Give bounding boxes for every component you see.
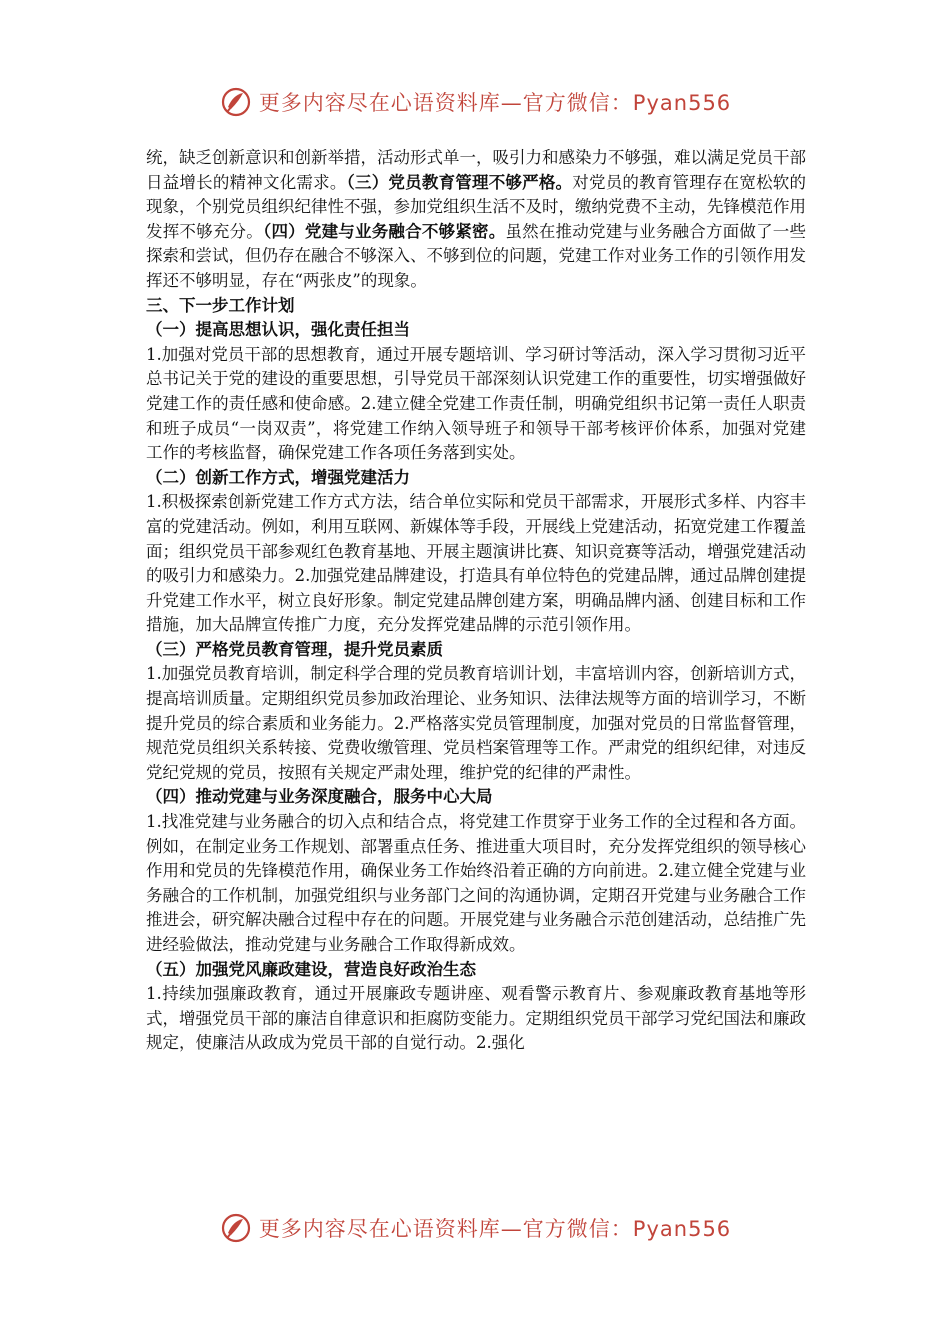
subsection-body-4: 1.找准党建与业务融合的切入点和结合点，将党建工作贯穿于业务工作的全过程和各方面。例如，在制定业务工作规划、部署重点任务、推进重大项目时，充分发挥党组织的领导核心作用和党员的先锋模范作用，确保业务工作始终沿着正确的方向前进。2.建立健全党建与业务融合的工作机制，加强党组织与业务部门之间的沟通协调，定期召开党建与业务融合工作推进会，研究解决融合过程中存在的问题。开展党建与业务融合示范创建活动，总结推广先进经验做法，推动党建与业务融合工作取得新成效。 [146, 812, 806, 954]
section-title: 三、下一步工作计划 [146, 295, 295, 315]
continuation-paragraph [146, 146, 806, 294]
subsection-body-1: 1.加强对党员干部的思想教育，通过开展专题培训、学习研讨等活动，深入学习贯彻习近平总书记关于党的建设的重要思想，引导党员干部深刻认识党建工作的重要性，切实增强做好党建工作的责任感和使命感。2.建立健全党建工作责任制，明确党组织书记第一责任人职责和班子成员“一岗双责”，将党建工作纳入领导班子和领导干部考核评价体系，加强对党建工作的考核监督，确保党建工作各项任务落到实处。 [146, 344, 806, 463]
continuation-text-1: 统，缺乏创新意识和创新举措，活动形式单一，吸引力和感染力不够强，难以满足党员干部日益增长的精神文化需求。 [146, 148, 806, 192]
subsection-heading-2: （二）创新工作方式，增强党建活力 [146, 467, 410, 487]
subsection-body-5: 1.持续加强廉政教育，通过开展廉政专题讲座、观看警示教育片、参观廉政教育基地等形式，增强党员干部的廉洁自律意识和拒腐防变能力。定期组织党员干部学习党纪国法和廉政规定，使廉洁从政成为党员干部的自觉行动。2.强化 [146, 984, 806, 1053]
pen-logo-icon [219, 1211, 253, 1245]
banner-text: 更多内容尽在心语资料库—官方微信：Pyan556 [258, 91, 732, 115]
subsection-body-3: 1.加强党员教育培训，制定科学合理的党员教育培训计划，丰富培训内容，创新培训方式，提高培训质量。定期组织党员参加政治理论、业务知识、法律法规等方面的培训学习，不断提升党员的综合素质和业务能力。2.严格落实党员管理制度，加强对党员的日常监督管理，规范党员组织关系转接、党费收缴管理、党员档案管理等工作。严肃党的组织纪律，对违反党纪党规的党员，按照有关规定严肃处理，维护党的纪律的严肃性。 [146, 664, 806, 782]
header-banner [0, 82, 950, 122]
subsection-heading-3: （三）严格党员教育管理，提升党员素质 [146, 639, 443, 659]
subsection-heading-4: （四）推动党建与业务深度融合，服务中心大局 [146, 787, 493, 807]
pen-logo-icon [219, 85, 253, 119]
continuation-text-3: 虽然在推动党建与业务融合方面做了一些探索和尝试，但仍存在融合不够深入、不够到位的问题，党建工作对业务工作的引领作用发挥还不够明显，存在“两张皮”的现象。 [146, 221, 807, 290]
subsection-body-2: 1.积极探索创新党建工作方式方法，结合单位实际和党员干部需求，开展形式多样、内容丰富的党建活动。例如，利用互联网、新媒体等手段，开展线上党建活动，拓宽党建工作覆盖面；组织党员干部参观红色教育基地、开展主题演讲比赛、知识竞赛等活动，增强党建活动的吸引力和感染力。2.加强党建品牌建设，打造具有单位特色的党建品牌，通过品牌创建提升党建工作水平，树立良好形象。制定党建品牌创建方案，明确品牌内涵、创建目标和工作措施，加大品牌宣传推广力度，充分发挥党建品牌的示范引领作用。 [146, 492, 806, 635]
banner-text: 更多内容尽在心语资料库—官方微信：Pyan556 [258, 1217, 732, 1241]
continuation-bold-2: （四）党建与业务融合不够紧密。 [262, 221, 506, 241]
subsection-heading-1: （一）提高思想认识，强化责任担当 [146, 320, 410, 340]
subsection-heading-5: （五）加强党风廉政建设，营造良好政治生态 [146, 959, 476, 979]
continuation-text-2: 对党员的教育管理存在宽松软的现象，个别党员组织纪律性不强，参加党组织生活不及时，缴纳党费不主动，先锋模范作用发挥不够充分。 [146, 172, 807, 241]
continuation-bold-1: （三）党员教育管理不够严格。 [346, 172, 573, 192]
footer-banner [0, 1208, 950, 1248]
document-body [146, 146, 806, 1056]
